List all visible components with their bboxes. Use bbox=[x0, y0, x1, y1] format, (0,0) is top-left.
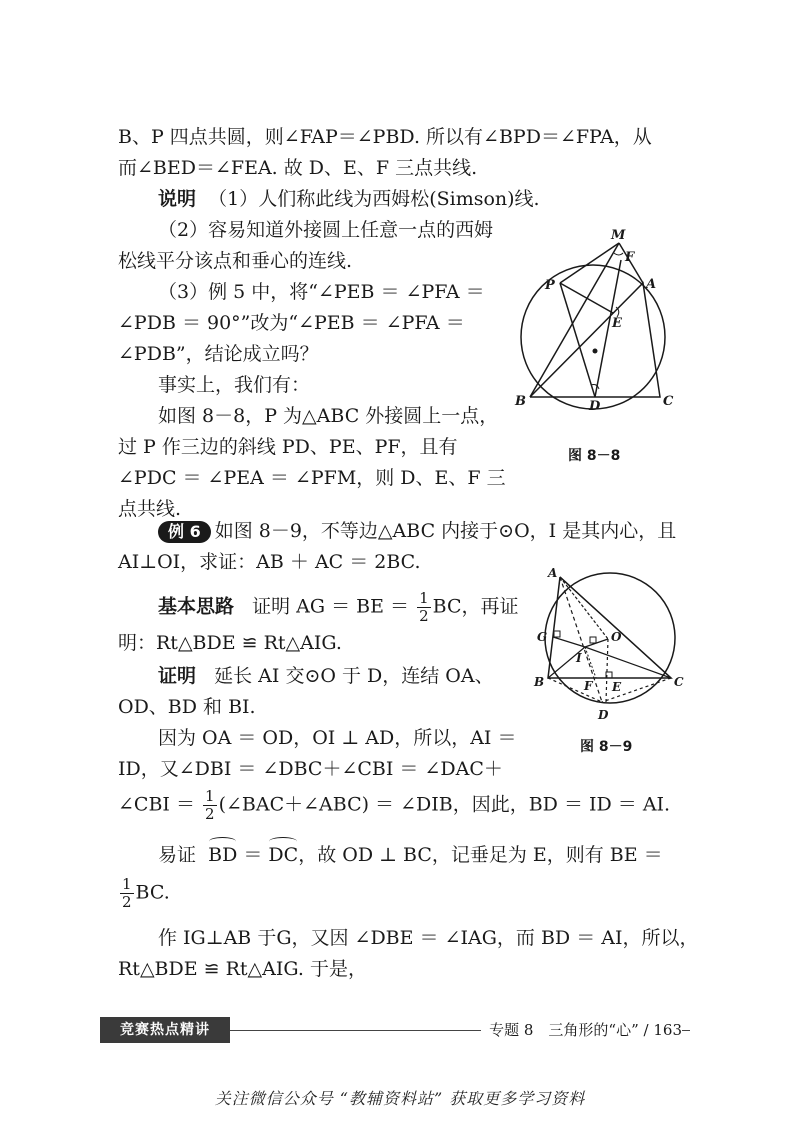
text-line: （2）容易知道外接圆上任意一点的西姆 bbox=[158, 219, 494, 241]
line-bd bbox=[548, 678, 602, 702]
page-number: / 163 bbox=[643, 1021, 682, 1039]
text-line: （3）例 5 中，将“∠PEB ＝ ∠PFA ＝ bbox=[158, 281, 485, 303]
text-line: 作 IG⊥AB 于G，又因 ∠DBE ＝ ∠IAG，而 BD ＝ AI，所以， bbox=[158, 927, 699, 949]
fraction: $\frac{1}{2}$ bbox=[419, 589, 429, 625]
text-line: 过 P 作三边的斜线 PD、PE、PF，且有 bbox=[118, 436, 458, 458]
label-o: O bbox=[611, 630, 622, 644]
triangle-abc bbox=[530, 283, 660, 397]
text-line: ID，又∠DBI ＝ ∠DBC＋∠CBI ＝ ∠DAC＋ bbox=[118, 758, 503, 780]
proof-text: ＝ bbox=[243, 844, 263, 866]
text-line: 因为 OA ＝ OD，OI ⊥ AD，所以，AI ＝ bbox=[158, 727, 517, 749]
proof-text: (∠BAC＋∠ABC) ＝ ∠DIB，因此，BD ＝ ID ＝ AI. bbox=[218, 793, 671, 816]
idea-text: 证明 AG ＝ BE ＝ bbox=[252, 595, 410, 618]
proof-text: 易证 bbox=[158, 844, 197, 866]
line-ci bbox=[585, 647, 671, 678]
note-text: （1）人们称此线为西姆松(Simson)线. bbox=[208, 188, 540, 210]
example-text: 如图 8－9，不等边△ABC 内接于⊙O，I 是其内心，且 bbox=[214, 520, 677, 542]
center-dot bbox=[593, 349, 598, 354]
figure-8-8 bbox=[505, 225, 690, 415]
label-p: P bbox=[545, 278, 555, 293]
note-label: 说明 bbox=[158, 188, 197, 210]
fraction: $\frac{1}{2}$ bbox=[122, 875, 132, 911]
text-line: ∠PDB”，结论成立吗？ bbox=[118, 343, 319, 365]
label-f: F bbox=[625, 250, 635, 265]
arc-dc: DC bbox=[268, 844, 299, 866]
right-angle-mark bbox=[590, 637, 596, 643]
circumcircle bbox=[545, 573, 675, 703]
label-b: B bbox=[515, 394, 526, 409]
text-line: 事实上，我们有： bbox=[158, 374, 311, 396]
text-line: 如图 8－8，P 为△ABC 外接圆上一点， bbox=[158, 405, 499, 427]
text-line: 点共线. bbox=[118, 498, 182, 520]
label-f: F bbox=[584, 679, 593, 693]
label-a: A bbox=[548, 566, 558, 580]
figure-8-8-caption: 图 8－8 bbox=[568, 448, 621, 464]
footer-series-tag: 竞赛热点精讲 bbox=[100, 1017, 230, 1043]
label-i: I bbox=[576, 651, 582, 665]
proof-line bbox=[158, 663, 494, 689]
label-d: D bbox=[589, 399, 601, 414]
proof-text: 延长 AI 交⊙O 于 D，连结 OA、 bbox=[214, 665, 494, 687]
proof-label: 证明 bbox=[158, 665, 197, 687]
line-ao bbox=[560, 577, 608, 639]
idea-label: 基本思路 bbox=[158, 595, 235, 618]
proof-text: ，故 OD ⊥ BC，记垂足为 E，则有 BE ＝ bbox=[298, 844, 663, 866]
proof-fraction-line bbox=[118, 788, 670, 823]
proof-text: ∠CBI ＝ bbox=[118, 793, 195, 816]
proof-text: BC. bbox=[135, 881, 170, 904]
chapter-title: 专题 8 三角形的“心” bbox=[489, 1021, 639, 1039]
text-line: ∠PDB ＝ 90°”改为“∠PEB ＝ ∠PFA ＝ bbox=[118, 312, 465, 334]
label-g: G bbox=[537, 630, 548, 644]
watermark: 关注微信公众号 “教辅资料站” 获取更多学习资料 bbox=[214, 1089, 586, 1108]
label-e: E bbox=[612, 680, 622, 694]
right-angle-mark bbox=[554, 631, 560, 637]
proof-fraction-line bbox=[118, 876, 170, 911]
text-line: Rt△BDE ≌ Rt△AIG. 于是， bbox=[118, 958, 367, 980]
text-line: ∠PDC ＝ ∠PEA ＝ ∠PFM，则 D、E、F 三 bbox=[118, 467, 506, 489]
text-line: AI⊥OI，求证：AB ＋ AC ＝ 2BC. bbox=[118, 551, 421, 573]
footer-chapter bbox=[481, 1018, 682, 1042]
label-d: D bbox=[598, 708, 609, 722]
text-line: 松线平分该点和垂心的连线. bbox=[118, 250, 353, 272]
idea-line bbox=[158, 590, 518, 625]
fraction: $\frac{1}{2}$ bbox=[205, 787, 215, 823]
line-pm bbox=[560, 243, 619, 283]
label-e: E bbox=[612, 316, 622, 331]
label-c: C bbox=[674, 675, 684, 689]
text-line: B、P 四点共圆，则∠FAP＝∠PBD. 所以有∠BPD＝∠FPA，从 bbox=[118, 126, 652, 148]
line-if bbox=[585, 647, 596, 678]
text-line: 而∠BED＝∠FEA. 故 D、E、F 三点共线. bbox=[118, 157, 478, 179]
figure-8-9-caption: 图 8－9 bbox=[580, 739, 633, 755]
label-c: C bbox=[663, 394, 674, 409]
arc-bd: BD bbox=[208, 844, 238, 866]
figure-8-9 bbox=[528, 565, 690, 725]
label-m: M bbox=[611, 228, 626, 243]
arc-line bbox=[158, 842, 663, 868]
idea-text: BC，再证 bbox=[432, 595, 519, 618]
angle-mark bbox=[614, 253, 623, 255]
label-b: B bbox=[534, 675, 545, 689]
line-od bbox=[606, 639, 608, 702]
label-a: A bbox=[646, 277, 657, 292]
text-line: OD、BD 和 BI. bbox=[118, 696, 256, 718]
text-line: 明：Rt△BDE ≌ Rt△AIG. bbox=[118, 632, 342, 654]
example-badge: 例 6 bbox=[158, 521, 211, 543]
note-line bbox=[158, 186, 540, 212]
example-line bbox=[158, 518, 676, 544]
